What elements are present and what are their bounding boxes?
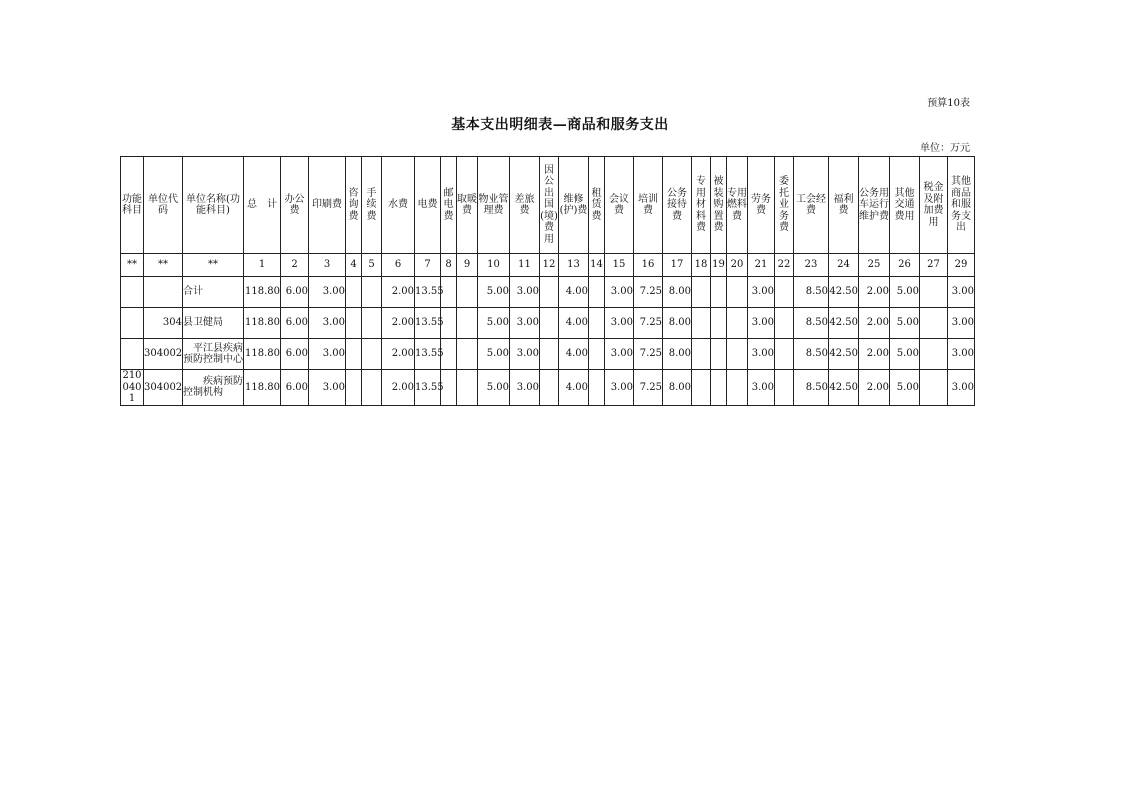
column-header: 印刷费: [309, 157, 346, 254]
column-header: 咨询费: [346, 157, 362, 254]
amount-cell: 2.00: [859, 308, 890, 339]
amount-cell: 13.55: [415, 339, 441, 370]
amount-cell: 7.25: [634, 370, 663, 406]
column-header: 委托业务费: [775, 157, 794, 254]
amount-cell: 42.50: [829, 339, 859, 370]
amount-cell: 42.50: [829, 277, 859, 308]
column-header: 电费: [415, 157, 441, 254]
column-header: 税金及附加费用: [920, 157, 948, 254]
amount-cell: 3.00: [309, 277, 346, 308]
amount-cell: [920, 277, 948, 308]
amount-cell: [346, 339, 362, 370]
amount-cell: [711, 308, 727, 339]
unit-name-cell: 县卫健局: [183, 308, 244, 339]
amount-cell: [727, 339, 748, 370]
column-header: 劳务费: [748, 157, 775, 254]
amount-cell: 3.00: [748, 370, 775, 406]
amount-cell: [457, 339, 478, 370]
amount-cell: 13.55: [415, 277, 441, 308]
column-header: 会议费: [605, 157, 634, 254]
amount-cell: [920, 370, 948, 406]
amount-cell: 3.00: [309, 370, 346, 406]
amount-cell: 3.00: [948, 370, 975, 406]
amount-cell: 3.00: [510, 339, 540, 370]
amount-cell: 3.00: [948, 277, 975, 308]
amount-cell: 3.00: [748, 277, 775, 308]
amount-cell: [540, 277, 559, 308]
amount-cell: [346, 277, 362, 308]
column-header: 公务用车运行维护费: [859, 157, 890, 254]
amount-cell: [589, 339, 605, 370]
amount-cell: [775, 370, 794, 406]
unit-name-cell: 疾病预防控制机构: [183, 370, 244, 406]
amount-cell: 42.50: [829, 370, 859, 406]
amount-cell: 7.25: [634, 339, 663, 370]
column-number: 3: [309, 254, 346, 277]
column-header: 其他商品和服务支出: [948, 157, 975, 254]
amount-cell: 4.00: [559, 308, 589, 339]
amount-cell: 3.00: [948, 308, 975, 339]
table-body: [121, 157, 975, 406]
amount-cell: 4.00: [559, 339, 589, 370]
amount-cell: 13.55: [415, 308, 441, 339]
column-number: 20: [727, 254, 748, 277]
amount-cell: 118.80: [244, 308, 281, 339]
amount-cell: 5.00: [478, 339, 510, 370]
unit-code-cell: 304002: [144, 339, 183, 370]
column-number: 22: [775, 254, 794, 277]
amount-cell: [775, 308, 794, 339]
column-number: 23: [794, 254, 829, 277]
column-number: 17: [663, 254, 692, 277]
amount-cell: 6.00: [281, 370, 309, 406]
amount-cell: 8.00: [663, 339, 692, 370]
column-number: 13: [559, 254, 589, 277]
amount-cell: 3.00: [309, 339, 346, 370]
amount-cell: [692, 370, 711, 406]
form-number: 预算10表: [927, 98, 970, 109]
amount-cell: [727, 277, 748, 308]
amount-cell: [540, 308, 559, 339]
column-number: 25: [859, 254, 890, 277]
amount-cell: [457, 308, 478, 339]
amount-cell: [589, 308, 605, 339]
column-number: 29: [948, 254, 975, 277]
column-number: 18: [692, 254, 711, 277]
column-number: 26: [890, 254, 920, 277]
column-number: 5: [362, 254, 382, 277]
column-header: 取暖费: [457, 157, 478, 254]
column-number: 4: [346, 254, 362, 277]
column-header: 专用燃料费: [727, 157, 748, 254]
column-header: 福利费: [829, 157, 859, 254]
column-header: 培训费: [634, 157, 663, 254]
table-row: [121, 370, 975, 406]
amount-cell: 3.00: [510, 277, 540, 308]
amount-cell: 8.00: [663, 308, 692, 339]
column-number: 6: [382, 254, 415, 277]
column-header: 租赁费: [589, 157, 605, 254]
amount-cell: [346, 370, 362, 406]
amount-cell: 13.55: [415, 370, 441, 406]
column-header: 被装购置费: [711, 157, 727, 254]
amount-cell: 3.00: [510, 370, 540, 406]
column-header: 邮电费: [441, 157, 457, 254]
amount-cell: [711, 370, 727, 406]
header-row: [121, 157, 975, 254]
amount-cell: 2.00: [859, 370, 890, 406]
column-header: 功能科目: [121, 157, 144, 254]
amount-cell: [457, 370, 478, 406]
column-header: 差旅费: [510, 157, 540, 254]
amount-cell: 6.00: [281, 339, 309, 370]
column-number: 24: [829, 254, 859, 277]
column-header: 维修(护)费: [559, 157, 589, 254]
amount-cell: [589, 370, 605, 406]
amount-cell: [362, 308, 382, 339]
amount-cell: [692, 308, 711, 339]
function-code-cell: [121, 308, 144, 339]
amount-cell: 5.00: [478, 308, 510, 339]
unit-code-cell: [144, 277, 183, 308]
column-header: 工会经费: [794, 157, 829, 254]
column-number: 1: [244, 254, 281, 277]
column-header: 单位代码: [144, 157, 183, 254]
amount-cell: [920, 339, 948, 370]
amount-cell: 8.50: [794, 370, 829, 406]
column-header: 公务接待费: [663, 157, 692, 254]
amount-cell: 2.00: [859, 339, 890, 370]
amount-cell: 5.00: [890, 277, 920, 308]
amount-cell: 2.00: [859, 277, 890, 308]
expenditure-table: [120, 156, 975, 406]
amount-cell: 118.80: [244, 370, 281, 406]
amount-cell: 5.00: [890, 339, 920, 370]
column-number: 27: [920, 254, 948, 277]
amount-cell: 5.00: [890, 308, 920, 339]
amount-cell: 8.50: [794, 277, 829, 308]
column-header: 手续费: [362, 157, 382, 254]
amount-cell: [362, 277, 382, 308]
column-number: 11: [510, 254, 540, 277]
unit-code-cell: 304: [144, 308, 183, 339]
amount-cell: 2.00: [382, 370, 415, 406]
amount-cell: 6.00: [281, 308, 309, 339]
amount-cell: [540, 339, 559, 370]
column-number: 15: [605, 254, 634, 277]
amount-cell: 7.25: [634, 308, 663, 339]
amount-cell: 6.00: [281, 277, 309, 308]
amount-cell: 8.00: [663, 370, 692, 406]
column-header: 水费: [382, 157, 415, 254]
column-number: 16: [634, 254, 663, 277]
column-number: **: [121, 254, 144, 277]
unit-name-cell: 合计: [183, 277, 244, 308]
function-code-cell: [121, 277, 144, 308]
amount-cell: 118.80: [244, 277, 281, 308]
amount-cell: 3.00: [510, 308, 540, 339]
amount-cell: 8.00: [663, 277, 692, 308]
amount-cell: 3.00: [309, 308, 346, 339]
column-number-row: [121, 254, 975, 277]
amount-cell: [775, 339, 794, 370]
unit-code-cell: 304002: [144, 370, 183, 406]
amount-cell: 5.00: [478, 277, 510, 308]
amount-cell: [711, 277, 727, 308]
table-row: [121, 277, 975, 308]
amount-cell: 118.80: [244, 339, 281, 370]
amount-cell: 2.00: [382, 277, 415, 308]
page-title: 基本支出明细表—商品和服务支出: [451, 117, 669, 133]
function-code-cell: [121, 339, 144, 370]
table-row: [121, 339, 975, 370]
column-number: 21: [748, 254, 775, 277]
amount-cell: 3.00: [605, 277, 634, 308]
amount-cell: 5.00: [478, 370, 510, 406]
amount-cell: [727, 308, 748, 339]
amount-cell: 8.50: [794, 308, 829, 339]
column-number: 2: [281, 254, 309, 277]
amount-cell: 3.00: [748, 308, 775, 339]
amount-cell: [457, 277, 478, 308]
amount-cell: [346, 308, 362, 339]
amount-cell: [920, 308, 948, 339]
amount-cell: 5.00: [890, 370, 920, 406]
amount-cell: 2.00: [382, 308, 415, 339]
amount-cell: [362, 370, 382, 406]
amount-cell: 4.00: [559, 370, 589, 406]
column-number: 8: [441, 254, 457, 277]
amount-cell: 3.00: [605, 308, 634, 339]
unit-label: 单位：万元: [920, 143, 970, 154]
amount-cell: 3.00: [748, 339, 775, 370]
column-header: 其他交通费用: [890, 157, 920, 254]
column-number: 9: [457, 254, 478, 277]
amount-cell: [711, 339, 727, 370]
column-number: 12: [540, 254, 559, 277]
amount-cell: 3.00: [948, 339, 975, 370]
column-number: **: [144, 254, 183, 277]
amount-cell: [362, 339, 382, 370]
amount-cell: [775, 277, 794, 308]
function-code-cell: 2100401: [122, 370, 142, 404]
column-header: 办公费: [281, 157, 309, 254]
amount-cell: [727, 370, 748, 406]
amount-cell: 2.00: [382, 339, 415, 370]
amount-cell: [589, 277, 605, 308]
column-header: 单位名称(功能科目): [183, 157, 244, 254]
amount-cell: [692, 339, 711, 370]
amount-cell: 7.25: [634, 277, 663, 308]
unit-name-cell: 平江县疾病预防控制中心: [183, 339, 244, 370]
column-number: 7: [415, 254, 441, 277]
amount-cell: 3.00: [605, 339, 634, 370]
column-header: 总 计: [244, 157, 281, 254]
amount-cell: [540, 370, 559, 406]
amount-cell: 3.00: [605, 370, 634, 406]
column-header: 因公出国(境)费用: [540, 157, 559, 254]
amount-cell: 4.00: [559, 277, 589, 308]
amount-cell: 8.50: [794, 339, 829, 370]
amount-cell: [692, 277, 711, 308]
column-number: 14: [589, 254, 605, 277]
column-header: 物业管理费: [478, 157, 510, 254]
column-number: 19: [711, 254, 727, 277]
column-number: 10: [478, 254, 510, 277]
table-row: [121, 308, 975, 339]
column-header: 专用材料费: [692, 157, 711, 254]
amount-cell: 42.50: [829, 308, 859, 339]
column-number: **: [183, 254, 244, 277]
